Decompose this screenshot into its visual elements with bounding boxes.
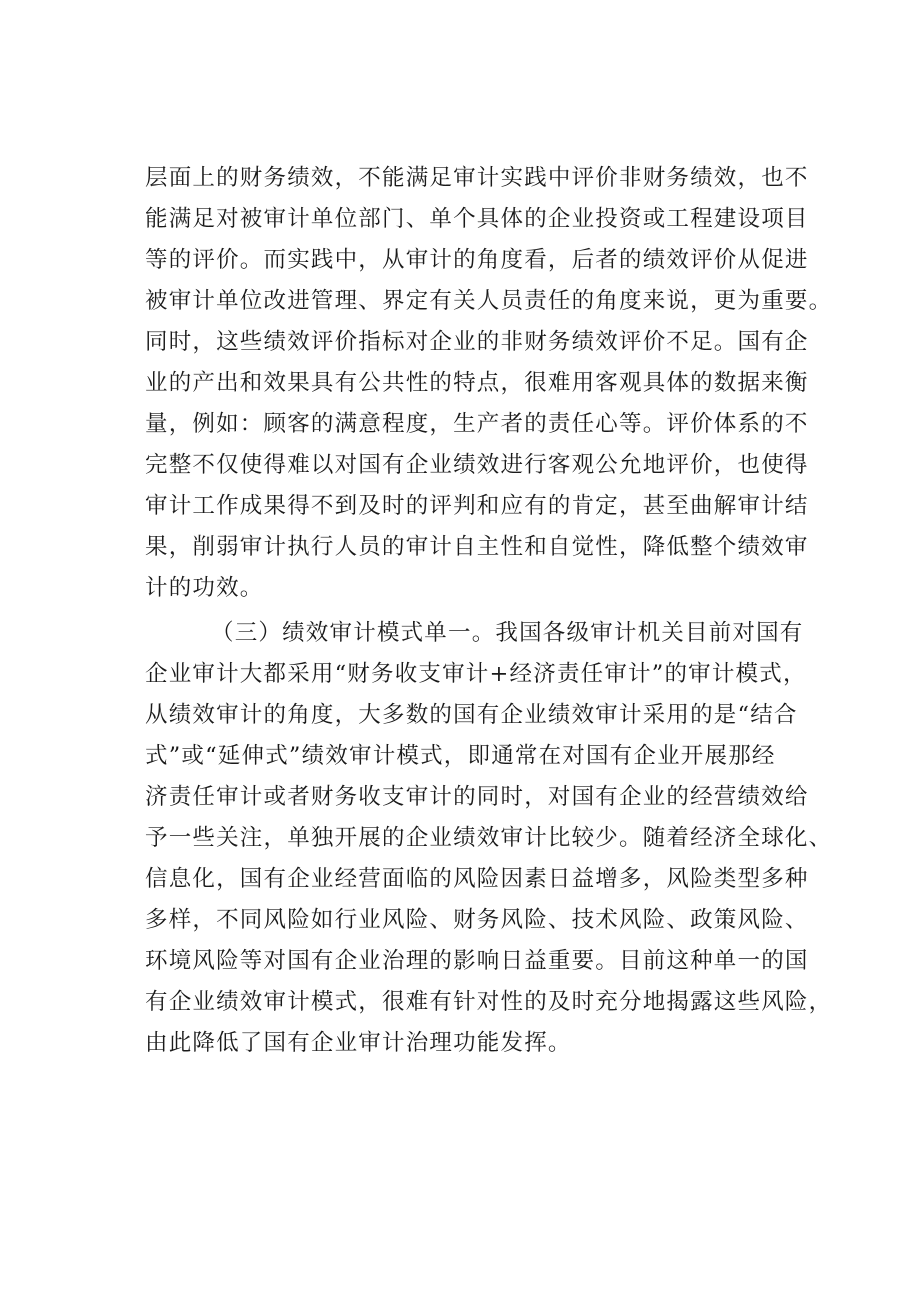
text-line: 完整不仅使得难以对国有企业绩效进行客观公允地评价，也使得 [145,452,809,478]
text-line: 等的评价。而实践中，从审计的角度看，后者的绩效评价从促进 [145,247,809,273]
text-line: 由此降低了国有企业审计治理功能发挥。 [145,1030,572,1056]
text-line: 果，削弱审计执行人员的审计自主性和自觉性，降低整个绩效审 [145,534,809,560]
text-line: 环境风险等对国有企业治理的影响日益重要。目前这种单一的国 [145,948,809,974]
text-line: 予一些关注，单独开展的企业绩效审计比较少。随着经济全球化、 [145,825,833,851]
text-line: 计的功效。 [145,575,264,601]
text-line: 量，例如：顾客的满意程度，生产者的责任心等。评价体系的不 [145,411,809,437]
text-line: 从绩效审计的角度，大多数的国有企业绩效审计采用的是“结合 [145,702,798,728]
text-line: 多样，不同风险如行业风险、财务风险、技术风险、政策风险、 [145,907,809,933]
text-line: 同时，这些绩效评价指标对企业的非财务绩效评价不足。国有企 [145,329,809,355]
paragraph-audit-model [145,613,833,1064]
text-line: 企业审计大都采用“财务收支审计+经济责任审计”的审计模式， [145,661,807,687]
text-line: 能满足对被审计单位部门、单个具体的企业投资或工程建设项目 [145,206,809,232]
text-line: 层面上的财务绩效，不能满足审计实践中评价非财务绩效，也不 [145,165,809,191]
text-line: 业的产出和效果具有公共性的特点，很难用客观具体的数据来衡 [145,370,809,396]
text-line: 被审计单位改进管理、界定有关人员责任的角度来说，更为重要。 [145,288,833,314]
paragraph-evaluation-system [145,158,833,609]
text-line: 济责任审计或者财务收支审计的同时，对国有企业的经营绩效给 [145,784,809,810]
text-line: 式”或“延伸式”绩效审计模式，即通常在对国有企业开展那经 [145,743,776,769]
text-line: 有企业绩效审计模式，很难有针对性的及时充分地揭露这些风险， [145,989,833,1015]
section-heading-line: （三）绩效审计模式单一。我国各级审计机关目前对国有 [211,620,804,646]
text-line: 信息化，国有企业经营面临的风险因素日益增多，风险类型多种 [145,866,809,892]
text-line: 审计工作成果得不到及时的评判和应有的肯定，甚至曲解审计结 [145,493,809,519]
